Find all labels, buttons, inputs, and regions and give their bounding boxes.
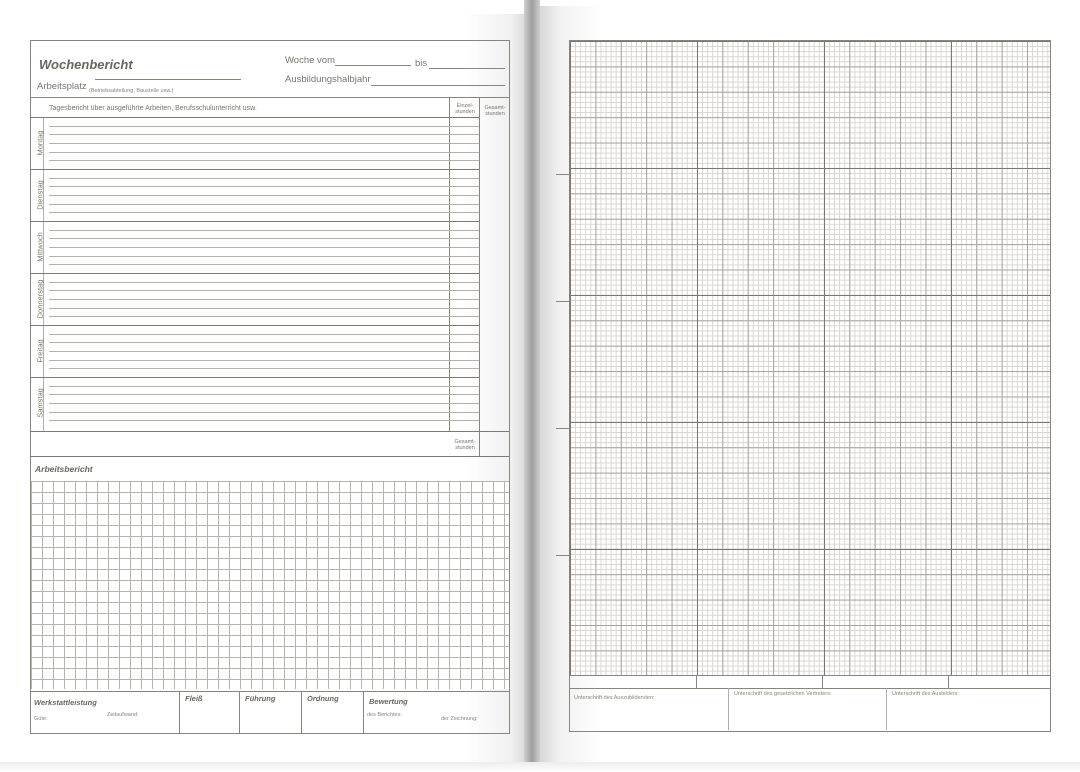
book-spine: [524, 0, 540, 772]
day-name: Mittwoch: [35, 232, 45, 262]
work-report-title: Arbeitsbericht: [35, 464, 93, 474]
writing-line[interactable]: [49, 403, 479, 404]
writing-line[interactable]: [49, 178, 479, 179]
footer-divider-1: [179, 692, 180, 734]
sig-tick: [822, 676, 823, 688]
day-separator: [31, 117, 479, 118]
writing-line[interactable]: [49, 290, 479, 291]
workshop-label: Werkstattleistung: [34, 698, 97, 707]
weekly-report-form: [30, 40, 510, 734]
trainer-signature[interactable]: Unterschrift des Ausbilders:: [892, 691, 959, 697]
punch-mark: [556, 174, 569, 175]
form-header: [31, 41, 509, 98]
day-label-donnerstag: [31, 273, 49, 325]
half-year-label: Ausbildungshalbjahr: [285, 74, 371, 85]
page-shadow: [0, 762, 1080, 772]
punch-mark: [556, 555, 569, 556]
week-to-label: bis: [415, 58, 428, 69]
half-year-field[interactable]: [371, 85, 505, 86]
day-name: Dienstag: [35, 180, 45, 210]
writing-line[interactable]: [49, 256, 479, 257]
conduct-label: Führung: [245, 694, 276, 703]
workplace-field[interactable]: [95, 79, 241, 80]
trainee-signature[interactable]: Unterschrift des Auszubildenden:: [574, 695, 655, 701]
footer-divider-2: [239, 692, 240, 734]
writing-line[interactable]: [49, 212, 479, 213]
form-footer: [31, 691, 509, 734]
punch-mark: [556, 428, 569, 429]
writing-line[interactable]: [49, 368, 479, 369]
work-report-grid[interactable]: [31, 481, 509, 689]
writing-line[interactable]: [49, 264, 479, 265]
day-name: Freitag: [35, 339, 45, 363]
writing-line[interactable]: [49, 247, 479, 248]
total-hours-header: Gesamt- stunden: [484, 105, 506, 117]
total-divider: [479, 97, 480, 457]
guardian-signature[interactable]: Unterschrift des gesetzlichen Vertreters:: [734, 691, 832, 697]
total-row-line: [31, 431, 509, 432]
week-to-field[interactable]: [429, 68, 505, 69]
writing-line[interactable]: [49, 420, 479, 421]
writing-line[interactable]: [49, 360, 479, 361]
writing-line[interactable]: [49, 334, 479, 335]
quality-label: Güte:: [34, 716, 48, 722]
writing-line[interactable]: [49, 230, 479, 231]
writing-line[interactable]: [49, 186, 479, 187]
day-name: Donnerstag: [35, 279, 45, 319]
sig-line: [570, 688, 1050, 689]
writing-line[interactable]: [49, 160, 479, 161]
form-title: Wochenbericht: [39, 57, 133, 72]
day-label-freitag: [31, 325, 49, 377]
day-label-samstag: [31, 377, 49, 429]
writing-line[interactable]: [49, 204, 479, 205]
day-label-dienstag: [31, 169, 49, 221]
writing-line[interactable]: [49, 342, 479, 343]
report-eval-label: des Berichtes:: [367, 712, 402, 718]
writing-line[interactable]: [49, 126, 479, 127]
writing-line[interactable]: [49, 394, 479, 395]
writing-line[interactable]: [49, 238, 479, 239]
day-name: Samstag: [35, 388, 45, 418]
total-hours-footer: Gesamt- stunden: [454, 439, 476, 451]
millimeter-grid[interactable]: [569, 40, 1051, 676]
time-label: Zeitaufwand:: [107, 712, 139, 718]
sig-divider: [886, 688, 887, 730]
writing-line[interactable]: [49, 143, 479, 144]
daily-report-table: [31, 97, 509, 457]
day-separator: [31, 377, 479, 378]
evaluation-label: Bewertung: [369, 697, 408, 706]
writing-line[interactable]: [49, 351, 479, 352]
writing-line[interactable]: [49, 195, 479, 196]
writing-line[interactable]: [49, 316, 479, 317]
workplace-label: Arbeitsplatz: [37, 81, 87, 92]
day-separator: [31, 221, 479, 222]
punch-mark: [556, 301, 569, 302]
sig-tick: [948, 676, 949, 688]
writing-line[interactable]: [49, 299, 479, 300]
day-separator: [31, 169, 479, 170]
diligence-label: Fleiß: [185, 694, 203, 703]
writing-line[interactable]: [49, 386, 479, 387]
week-from-label: Woche vom: [285, 55, 335, 66]
single-hours-header: Einzel- stunden: [455, 103, 475, 115]
week-from-field[interactable]: [335, 65, 411, 66]
writing-line[interactable]: [49, 282, 479, 283]
day-label-mittwoch: [31, 221, 49, 273]
daily-report-header: Tagesbericht über ausgeführte Arbeiten, Berufsschulunterricht usw.: [49, 105, 257, 112]
writing-line[interactable]: [49, 152, 479, 153]
table-bottom-line: [31, 456, 509, 457]
footer-divider-4: [363, 692, 364, 734]
footer-divider-3: [301, 692, 302, 734]
writing-line[interactable]: [49, 134, 479, 135]
sig-divider: [728, 688, 729, 730]
day-name: Montag: [35, 130, 45, 156]
order-label: Ordnung: [307, 694, 339, 703]
day-label-montag: [31, 117, 49, 169]
writing-line[interactable]: [49, 412, 479, 413]
workplace-hint: (Betriebsabteilung, Baustelle usw.): [89, 88, 174, 94]
writing-line[interactable]: [49, 308, 479, 309]
sig-tick: [696, 676, 697, 688]
day-separator: [31, 325, 479, 326]
drawing-eval-label: der Zeichnung:: [441, 716, 478, 722]
day-separator: [31, 273, 479, 274]
signature-area: [569, 676, 1051, 732]
